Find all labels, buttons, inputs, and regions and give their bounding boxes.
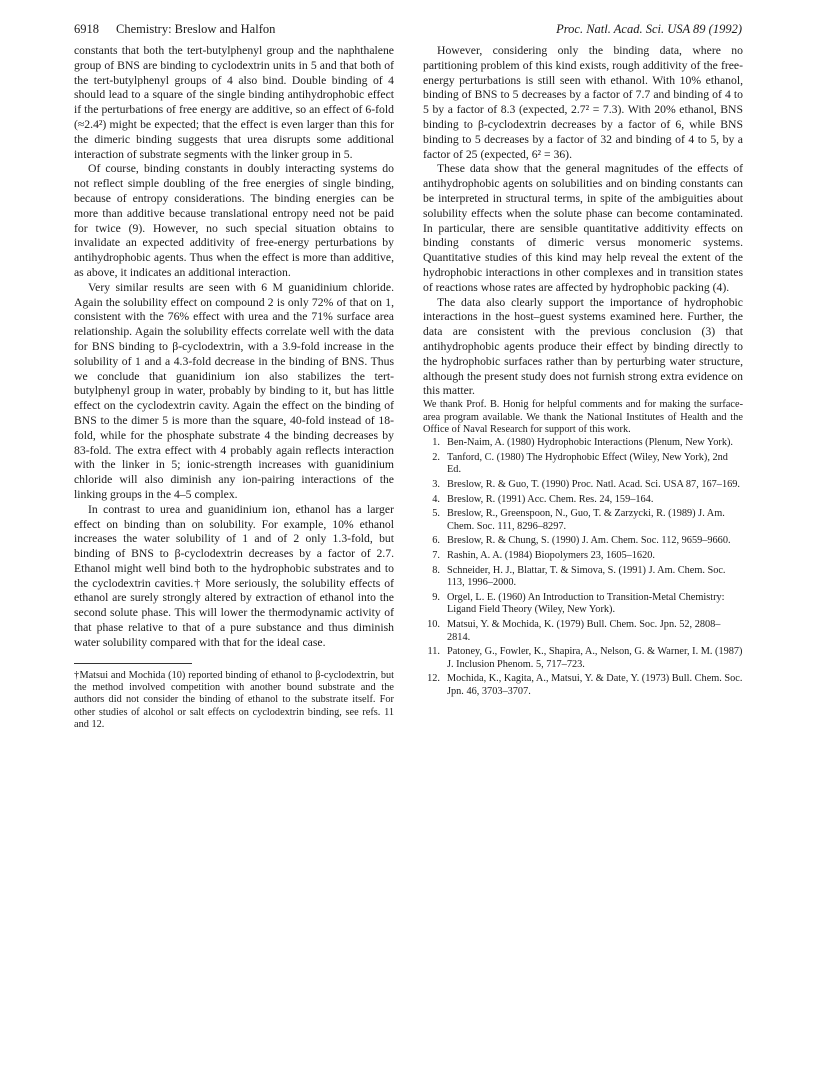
reference-item <box>423 673 743 698</box>
reference-number: 9. <box>432 592 440 604</box>
page-header <box>74 20 742 38</box>
footnote: †Matsui and Mochida (10) reported binding of ethanol to β-cyclodextrin, but the method involved competition with another bound substrate and the authors did not consider the binding of ethanol to the substrate itself. For other studies of alcohol or salt effects on cyclodextrin binding, see refs. 11 and 12. <box>74 669 394 730</box>
acknowledgment: We thank Prof. B. Honig for helpful comments and for making the surface-area program available. We thank the National Institutes of Health and the Office of Naval Research for support of this work. <box>423 399 743 436</box>
page-number: 6918 <box>74 22 99 36</box>
reference-item <box>423 494 743 506</box>
reference-number: 12. <box>427 673 440 685</box>
reference-number: 3. <box>432 478 440 490</box>
reference-text: Ben-Naim, A. (1980) Hydrophobic Interactions (Plenum, New York). <box>447 436 733 448</box>
reference-text: Breslow, R., Greenspoon, N., Guo, T. & Zarzycki, R. (1989) J. Am. Chem. Soc. 111, 8296–8297. <box>447 508 725 532</box>
reference-number: 5. <box>432 508 440 520</box>
body-paragraph: However, considering only the binding data, where no partitioning problem of this kind exists, rough additivity of the free-energy perturbations is still seen with ethanol. With 10% ethanol, binding of BNS to 5 decreases by a factor of 7.7 and binding of 4 to 5 by a factor of 8.3 (expected, 2.7² = 7.3). With 20% ethanol, BNS binding to β-cyclodextrin decreases by a factor of 6, while BNS binding to 5 decreases by a factor of 32 and binding of 4 to 5, by a factor of 25 (expected, 6² = 36). <box>423 44 743 161</box>
reference-item <box>423 565 743 590</box>
reference-text: Tanford, C. (1980) The Hydrophobic Effect (Wiley, New York), 2nd Ed. <box>447 451 728 475</box>
journal-citation: Proc. Natl. Acad. Sci. USA 89 (1992) <box>556 22 742 36</box>
body-paragraph: Of course, binding constants in doubly interacting systems do not reflect simple doubling of the free energies of single binding, because of entropy considerations. The binding energies can be more than additive because translational entropy need not be paid for twice (9). However, no such special situation obtains to invalidate an expected additivity of free-energy perturbations by antihydrophobic agents. Thus when the effect is more than additive, as above, it indicates an additional interaction. <box>74 162 394 279</box>
right-column <box>423 44 743 701</box>
reference-number: 11. <box>427 646 440 658</box>
running-title: Chemistry: Breslow and Halfon <box>116 22 276 36</box>
reference-text: Breslow, R. & Chung, S. (1990) J. Am. Chem. Soc. 112, 9659–9660. <box>447 535 731 547</box>
reference-number: 1. <box>432 436 440 448</box>
body-paragraph: In contrast to urea and guanidinium ion, ethanol has a larger effect on binding than on solubility. For example, 10% ethanol increases the water solubility of 1 and of 2 only 1.3-fold, but binding of BNS to β-cyclodextrin decreases by a factor of 2.7. Ethanol might well bind both to the hydrophobic substrates and to the cyclodextrin cavities.† More seriously, the solubility effects of ethanol are surely strongly altered by extraction of ethanol into the second solute phase. This will lower the thermodynamic activity of that phase relative to that of a pure substance and thus diminish water solubility compared with that for the ideal case. <box>74 502 394 649</box>
reference-item <box>423 550 743 562</box>
reference-item <box>423 508 743 533</box>
reference-number: 10. <box>427 619 440 631</box>
body-paragraph: The data also clearly support the importance of hydrophobic interactions in the host–guest systems examined here. Further, the data are consistent with the previous conclusion (3) that antihydrophobic agents produce their effect by binding directly to the hydrophobic surfaces rather than by perturbing water structure, although the present study does not furnish strong extra evidence on this matter. <box>423 295 743 398</box>
reference-text: Rashin, A. A. (1984) Biopolymers 23, 1605–1620. <box>447 550 655 562</box>
reference-item <box>423 619 743 644</box>
reference-item <box>423 592 743 617</box>
reference-item <box>423 437 743 449</box>
reference-text: Mochida, K., Kagita, A., Matsui, Y. & Date, Y. (1973) Bull. Chem. Soc. Jpn. 46, 3703–3707. <box>447 673 743 697</box>
body-paragraph: constants that both the tert-butylphenyl group and the naphthalene group of BNS are binding to cyclodextrin units in 5 and that both of the tert-butylphenyl groups of 4 also bind. Double binding of 4 should lead to a square of the single binding antihydrophobic effect if the perturbations of free energy are additive, so an effect of 6-fold (≈2.4²) might be expected; that the effect is even larger than this for the dimeric binding suggests that urea disrupts some additional interaction of substrate segments with the linker group in 5. <box>74 44 394 161</box>
reference-text: Matsui, Y. & Mochida, K. (1979) Bull. Chem. Soc. Jpn. 52, 2808–2814. <box>447 619 721 643</box>
reference-number: 4. <box>432 493 440 505</box>
body-paragraph: These data show that the general magnitudes of the effects of antihydrophobic agents on solubilities and on binding constants can be interpreted in structural terms, in spite of the ambiguities about solubility effects when the solute phase can become contaminated. In particular, there are sensible quantitative additivity effects on binding constants of dimeric versus monomeric systems. Quantitative studies of this kind may help reveal the extent of the hydrophobic interactions in other complexes and in transition states of reactions whose rates are affected by hydrophobic packing (4). <box>423 162 743 294</box>
footnote-divider <box>74 663 192 664</box>
reference-number: 8. <box>432 565 440 577</box>
reference-text: Breslow, R. (1991) Acc. Chem. Res. 24, 159–164. <box>447 493 654 505</box>
reference-number: 6. <box>432 535 440 547</box>
body-paragraph: Very similar results are seen with 6 M guanidinium chloride. Again the solubility effect on compound 2 is only 72% of that on 1, consistent with the 76% effect with urea and the 71% surface area relationship. Again the solubility effects correlate well with the data for BNS binding to β-cyclodextrin, with a 3.9-fold increase in the solubility of 1 and a 4.3-fold decrease in the binding of BNS. Thus we conclude that guanidinium ion also stabilizes the tert-butylphenyl group in water, probably by binding to it, but has little effect on the cyclodextrin cavity. Again the effect on the binding of BNS to the dimer 5 is more than the square, 40-fold instead of 18-fold, while for the phosphate substrate 4 the binding decreases by 83-fold. The extra effect with 4 probably again reflects interaction with the linker in 5; ionic-strength increases with guanidinium chloride will also diminish any ion-pairing interactions of the linking groups in the 4–5 complex. <box>74 280 394 501</box>
reference-number: 2. <box>432 451 440 463</box>
reference-number: 7. <box>432 550 440 562</box>
reference-text: Orgel, L. E. (1960) An Introduction to Transition-Metal Chemistry: Ligand Field Theory (Wiley, New York). <box>447 592 725 616</box>
left-column <box>74 44 394 731</box>
reference-text: Patoney, G., Fowler, K., Shapira, A., Nelson, G. & Warner, I. M. (1987) J. Inclusion Phenom. 5, 717–723. <box>447 646 743 670</box>
reference-list <box>423 437 743 698</box>
reference-item <box>423 479 743 491</box>
reference-item <box>423 452 743 477</box>
reference-item <box>423 646 743 671</box>
reference-item <box>423 535 743 547</box>
reference-text: Schneider, H. J., Blattar, T. & Simova, S. (1991) J. Am. Chem. Soc. 113, 1996–2000. <box>447 565 726 589</box>
reference-text: Breslow, R. & Guo, T. (1990) Proc. Natl. Acad. Sci. USA 87, 167–169. <box>447 478 740 490</box>
